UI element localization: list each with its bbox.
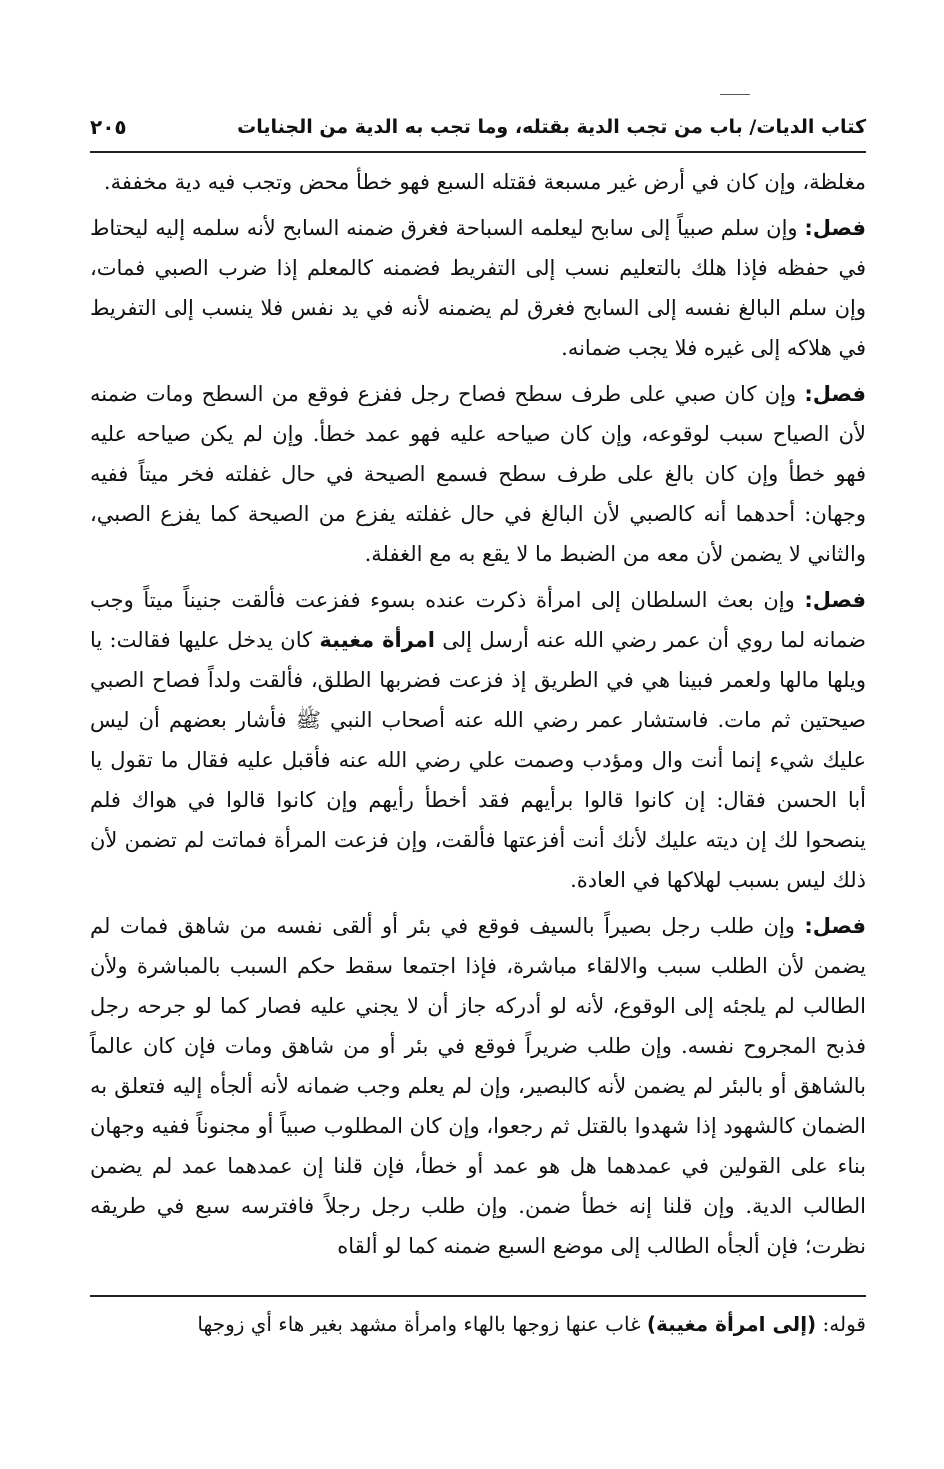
paragraph-text: وإن كان صبي على طرف سطح فصاح رجل ففزع فوقع من السطح ومات ضمنه لأن الصياح سبب لوقوعه، وإن كان صياحه عليه فهو عمد خطأ. وإن لم يكن صياحه عليه فهو خطأ وإن كان بالغ على طرف سطح فسمع الصيحة في حال غفلته فخر ميتاً ففيه وجهان: أحدهما أنه كالصبي لأن البالغ في حال غفلته يفزع من الصيحة كما يفزع الصبي، والثاني لا يضمن لأن معه من الضبط ما لا يقع به مع الغفلة.	[90, 382, 866, 566]
footnote-divider	[90, 1295, 866, 1297]
section-label: فصل:	[804, 914, 866, 938]
section-label: فصل:	[804, 588, 866, 612]
paragraph-pursuit	[90, 906, 866, 1266]
page-header	[90, 104, 866, 150]
paragraph-continuation	[90, 162, 866, 202]
footnote-term: (إلى امرأة مغيبة)	[646, 1312, 817, 1336]
paragraph-shout	[90, 374, 866, 574]
paragraph-swimmer	[90, 208, 866, 368]
paragraph-text: وإن طلب رجل بصيراً بالسيف فوقع في بئر أو ألقى نفسه من شاهق فمات لم يضمن لأن الطلب سبب والالقاء مباشرة، فإذا اجتمعا سقط حكم السبب بالمباشرة ولأن الطالب لم يلجئه إلى الوقوع، لأنه لو أدركه جاز أن لا يجني عليه فصار كما لو جرحه رجل فذبح المجروح نفسه. وإن طلب ضريراً فوقع في بئر أو من شاهق ومات فإن كان عالماً بالشاهق أو بالبئر لم يضمن لأنه كالبصير، وإن لم يعلم وجب ضمانه لأنه ألجأه إليه فتعلق به الضمان كالشهود إذا شهدوا بالقتل ثم رجعوا، وإن كان المطلوب صبياً أو مجنوناً ففيه وجهان بناء على القولين في عمدهما هل هو عمد أو خطأ، فإن قلنا إن عمدهما عمد لم يضمن الطالب الدية. وإن قلنا إنه خطأ ضمن. وإن طلب رجل رجلاً فافترسه سبع في طريقه نظرت؛ فإن ألجأه الطالب إلى موضع السبع ضمنه كما لو ألقاه	[90, 914, 866, 1258]
header-divider	[90, 151, 866, 153]
main-text	[90, 162, 866, 1272]
page-number: ٢٠٥	[90, 115, 127, 139]
book-page	[90, 0, 866, 1469]
section-label: فصل:	[804, 216, 866, 240]
footnote-prefix: قوله:	[822, 1312, 866, 1336]
paragraph-text: وإن سلم صبياً إلى سابح ليعلمه السباحة فغرق ضمنه السابح لأنه سلمه إليه ليحتاط في حفظه فإذا هلك بالتعليم نسب إلى التفريط فضمنه كالمعلم إذا ضرب الصبي فمات، وإن سلم البالغ نفسه إلى السابح فغرق لم يضمنه لأنه في يد نفس فلا ينسب إلى التفريط في هلاكه إلى غيره فلا يجب ضمانه.	[90, 216, 866, 360]
running-title: كتاب الديات/ باب من تجب الدية بقتله، وما تجب به الدية من الجنايات	[237, 116, 866, 138]
header-ornament	[720, 94, 750, 95]
footnote-text: غاب عنها زوجها بالهاء وامرأة مشهد بغير هاء أي زوجها	[197, 1312, 641, 1336]
section-label: فصل:	[804, 382, 866, 406]
paragraph-text-before: وإن بعث السلطان إلى امرأة ذكرت عنده بسوء ففزعت فألقت جنيناً ميتاً وجب ضمانه لما روي أن عمر رضي الله عنه أرسل إلى	[90, 588, 866, 652]
paragraph-sultan	[90, 580, 866, 900]
paragraph-text: مغلظة، وإن كان في أرض غير مسبعة فقتله السبع فهو خطأ محض وتجب فيه دية مخففة.	[103, 170, 866, 194]
emphasized-term: امرأة مغيبة	[319, 628, 435, 652]
paragraph-text-after: كان يدخل عليها فقالت: يا ويلها مالها ولعمر فبينا هي في الطريق إذ فزعت فضربها الطلق، فألقت ولداً فصاح الصبي صيحتين ثم مات. فاستشار عمر رضي الله عنه أصحاب النبي ﷺ فأشار بعضهم أن ليس عليك شيء إنما أنت وال ومؤدب وصمت علي رضي الله عنه فأقبل عليه فقال ما تقول يا أبا الحسن فقال: إن كانوا قالوا برأيهم فقد أخطأ رأيهم وإن كانوا قالوا في هواك فلم ينصحوا لك إن ديته عليك لأنك أنت أفزعتها فألقت، وإن فزعت المرأة فماتت لم تضمن لأن ذلك ليس بسبب لهلاكها في العادة.	[90, 628, 866, 892]
footnote	[90, 1304, 866, 1344]
